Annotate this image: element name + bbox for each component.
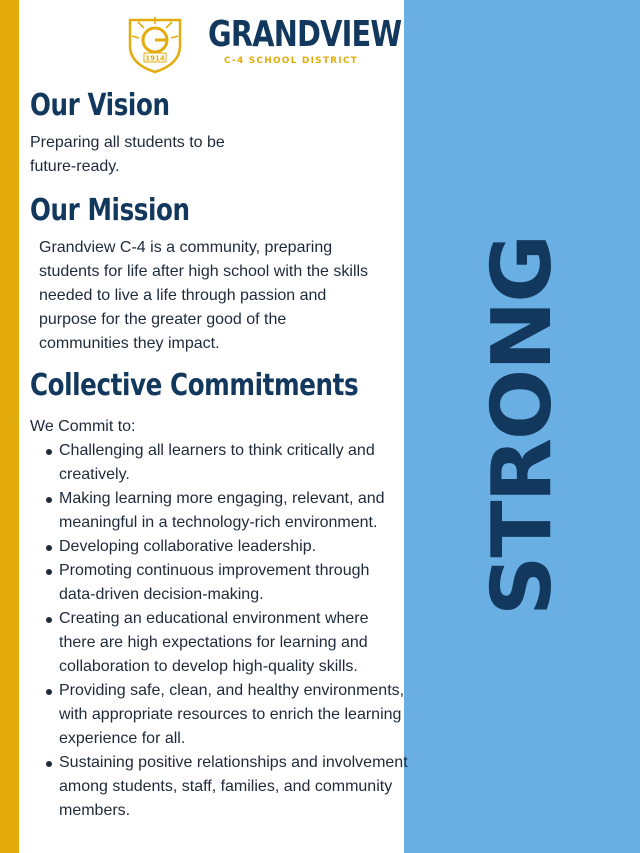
future-strong-panel — [404, 0, 640, 853]
mission-heading: Our Mission — [30, 193, 190, 228]
list-item: Sustaining positive relationships and involvement among students, staff, families, and community members. — [59, 751, 409, 823]
district-name: GRANDVIEW — [208, 14, 402, 55]
list-item: Making learning more engaging, relevant, and meaningful in a technology-rich environment. — [59, 487, 409, 535]
vision-heading: Our Vision — [30, 88, 170, 123]
main-content — [30, 88, 415, 823]
district-seal-icon — [124, 12, 186, 74]
district-subtitle: C-4 SCHOOL DISTRICT — [224, 56, 358, 66]
vision-text: Preparing all students to be future-ready. — [30, 134, 225, 175]
list-item: Providing safe, clean, and healthy environments, with appropriate resources to enrich the learning experience for all. — [59, 679, 409, 751]
list-item: Creating an educational environment where there are high expectations for learning and collaboration to develop high-quality skills. — [59, 607, 409, 679]
commitments-list — [30, 439, 409, 823]
commitments-heading: Collective Commitments — [30, 368, 359, 403]
district-logo — [124, 12, 402, 74]
list-item: Challenging all learners to think critically and creatively. — [59, 439, 409, 487]
list-item: Promoting continuous improvement through data-driven decision-making. — [59, 559, 409, 607]
commitments-intro: We Commit to: — [30, 418, 136, 435]
strong-word: STRONG — [475, 244, 570, 616]
list-item: Developing collaborative leadership. — [59, 535, 409, 559]
future-strong-graphic — [404, 0, 640, 853]
svg-text:1914: 1914 — [145, 54, 165, 63]
gold-side-bar — [0, 0, 19, 853]
mission-text: Grandview C-4 is a community, preparing students for life after high school with the skills needed to live a life through passion and purpose for the greater good of the communities they impact. — [39, 239, 369, 352]
